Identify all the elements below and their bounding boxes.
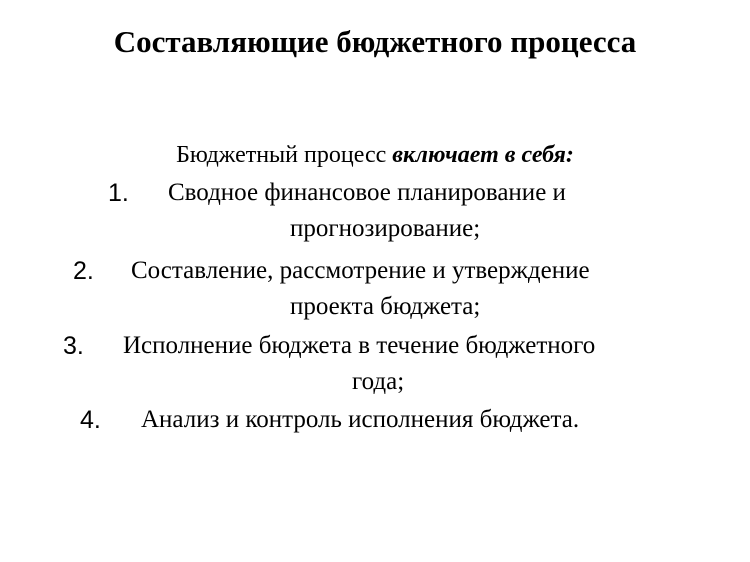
intro-text [0, 139, 750, 171]
list-item-line: Сводное финансовое планирование и [168, 179, 566, 206]
list-item-line: Составление, рассмотрение и утверждение [131, 257, 590, 284]
slide-title: Составляющие бюджетного процесса [113, 24, 637, 59]
list-item-number: 3. [63, 332, 84, 360]
list-item-number: 2. [73, 257, 94, 285]
list-item-number: 4. [80, 406, 101, 434]
intro-plain: Бюджетный процесс [176, 142, 393, 168]
list-item-line: проекта бюджета; [290, 293, 481, 320]
list-item-line: Анализ и контроль исполнения бюджета. [141, 406, 580, 433]
list-item-line: прогнозирование; [290, 215, 481, 242]
list-item-line: Исполнение бюджета в течение бюджетного [123, 332, 596, 359]
list-item-line: года; [352, 368, 405, 395]
intro-emphasis: включает в себя: [392, 142, 574, 168]
list-item-number: 1. [108, 179, 129, 207]
